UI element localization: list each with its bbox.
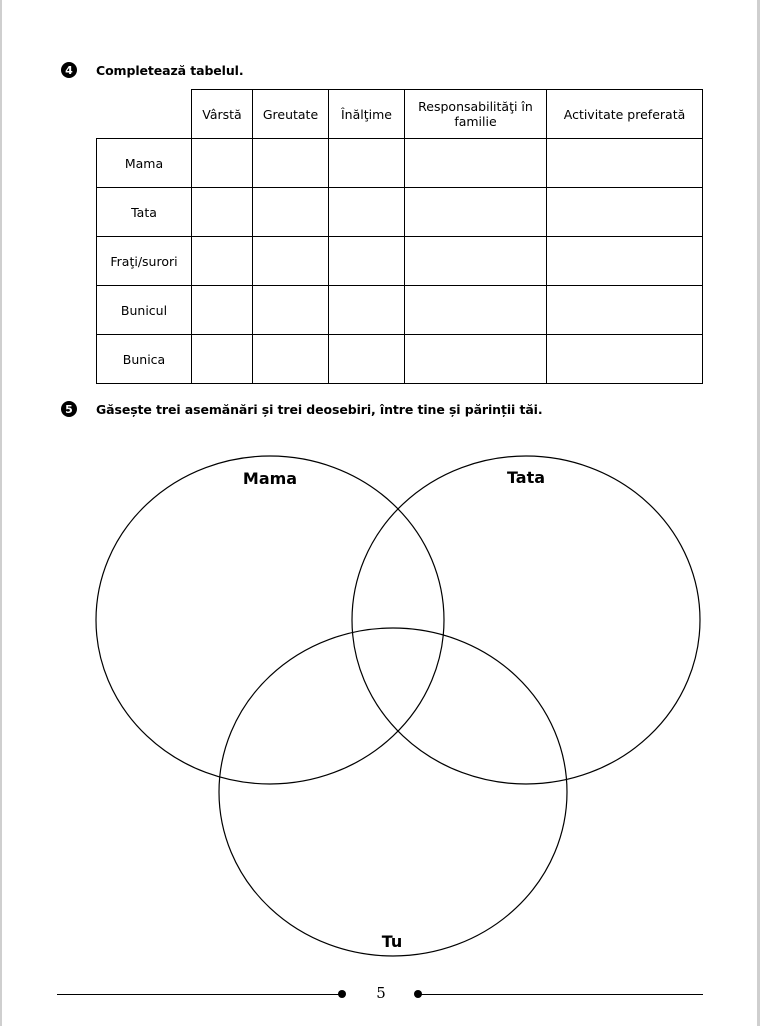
venn-label-tu: Tu	[381, 932, 403, 951]
exercise-number-badge: 5	[61, 401, 77, 417]
row-label: Bunica	[97, 335, 192, 384]
page-number: 5	[376, 984, 386, 1002]
exercise-4-instruction: Completează tabelul.	[96, 62, 244, 78]
row-label: Bunicul	[97, 286, 192, 335]
row-label: Mama	[97, 139, 192, 188]
venn-label-tata: Tata	[506, 468, 546, 487]
venn-circle-tu	[219, 628, 567, 956]
column-header: Vârstă	[192, 90, 253, 139]
column-header: Înălţime	[329, 90, 405, 139]
column-header: Responsabilităţi în familie	[405, 90, 547, 139]
exercise-5-instruction: Găsește trei asemănări și trei deosebiri, între tine și părinții tăi.	[96, 401, 543, 417]
row-label: Tata	[97, 188, 192, 237]
column-header: Greutate	[253, 90, 329, 139]
footer-dot-left	[338, 990, 346, 998]
venn-circle-mama	[96, 456, 444, 784]
venn-label-mama: Mama	[242, 469, 298, 488]
column-header: Activitate preferată	[547, 90, 703, 139]
footer-rule-right	[420, 994, 703, 995]
footer-rule-left	[57, 994, 342, 995]
exercise-number-badge: 4	[61, 62, 77, 78]
venn-circle-tata	[352, 456, 700, 784]
row-label: Fraţi/surori	[97, 237, 192, 286]
